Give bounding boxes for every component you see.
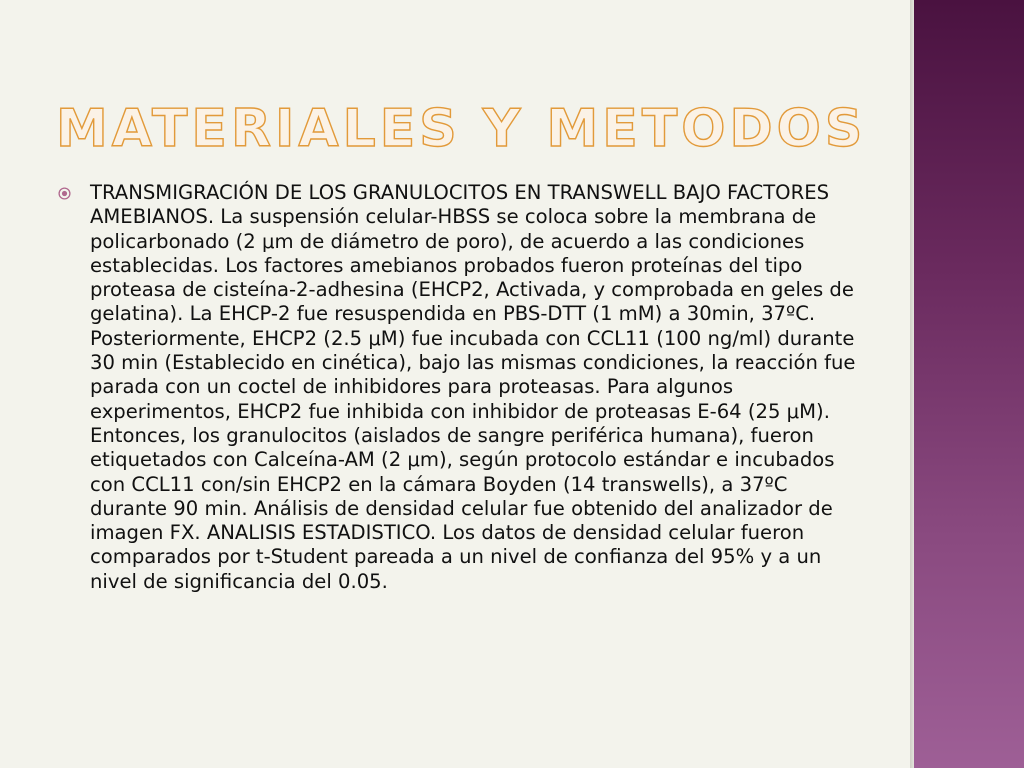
- radio-bullet-icon: [58, 187, 71, 200]
- slide-content: [58, 181, 858, 594]
- slide-title: MATERIALES Y METODOS: [56, 99, 867, 159]
- bullet-text: TRANSMIGRACIÓN DE LOS GRANULOCITOS EN TRANSWELL BAJO FACTORES AMEBIANOS. La suspensión celular-HBSS se coloca sobre la membrana de policarbonado (2 μm de diámetro de poro), de acuerdo a las condiciones establecidas. Los factores amebianos probados fueron proteínas del tipo proteasa de cisteína-2-adhesina (EHCP2, Activada, y comprobada en geles de gelatina). La EHCP-2 fue resuspendida en PBS-DTT (1 mM) a 30min, 37ºC. Posteriormente, EHCP2 (2.5 μM) fue incubada con CCL11 (100 ng/ml) durante 30 min (Establecido en cinética), bajo las mismas condiciones, la reacción fue parada con un coctel de inhibidores para proteasas. Para algunos experimentos, EHCP2 fue inhibida con inhibidor de proteasas E-64 (25 μM). Entonces, los granulocitos (aislados de sangre periférica humana), fueron etiquetados con Calceína-AM (2 μm), según protocolo estándar e incubados con CCL11 con/sin EHCP2 en la cámara Boyden (14 transwells), a 37ºC durante 90 min. Análisis de densidad celular fue obtenido del analizador de imagen FX. ANALISIS ESTADISTICO. Los datos de densidad celular fueron comparados por t-Student pareada a un nivel de confianza del 95% y a un nivel de significancia del 0.05.: [90, 181, 856, 593]
- decorative-side-band: [914, 0, 1024, 768]
- bullet-item: [58, 181, 858, 594]
